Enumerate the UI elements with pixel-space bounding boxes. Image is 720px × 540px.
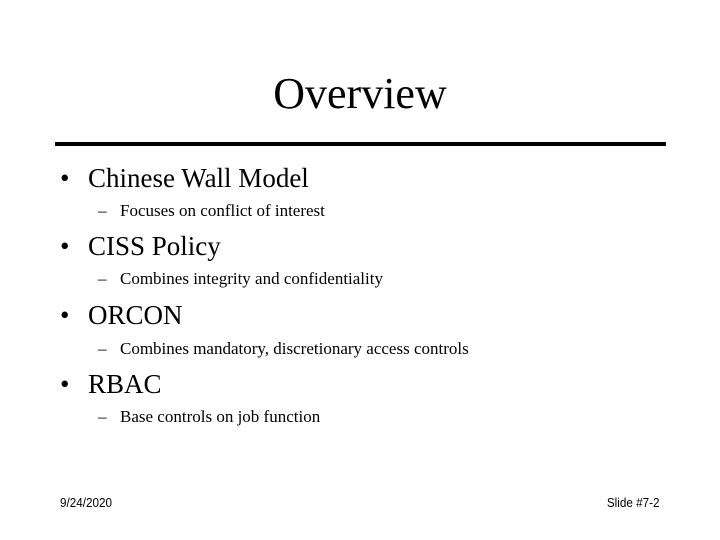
bullet-text: Chinese Wall Model [88, 163, 309, 193]
sub-bullet-marker: – [98, 407, 107, 426]
sub-bullet-marker: – [98, 201, 107, 220]
bullet-item [60, 230, 221, 262]
bullet-marker: • [60, 231, 70, 261]
sub-bullet-item [98, 200, 325, 222]
bullet-text: RBAC [88, 369, 162, 399]
sub-bullet-text: Combines mandatory, discretionary access controls [120, 339, 469, 358]
title-divider [55, 142, 666, 146]
sub-bullet-text: Combines integrity and confidentiality [120, 269, 383, 288]
bullet-marker: • [60, 300, 70, 330]
sub-bullet-marker: – [98, 269, 107, 288]
bullet-marker: • [60, 163, 70, 193]
bullet-text: CISS Policy [88, 231, 221, 261]
bullet-marker: • [60, 369, 70, 399]
sub-bullet-text: Base controls on job function [120, 407, 321, 426]
footer-date: 9/24/2020 [60, 495, 113, 510]
footer-slide-number: Slide #7-2 [607, 495, 660, 510]
sub-bullet-text: Focuses on conflict of interest [120, 201, 325, 220]
bullet-item [60, 162, 309, 194]
sub-bullet-item [98, 338, 469, 360]
bullet-item [60, 368, 162, 400]
bullet-item [60, 299, 183, 331]
sub-bullet-item [98, 268, 383, 290]
bullet-text: ORCON [88, 300, 183, 330]
slide-title: Overview [273, 69, 447, 118]
sub-bullet-item [98, 406, 320, 428]
sub-bullet-marker: – [98, 339, 107, 358]
